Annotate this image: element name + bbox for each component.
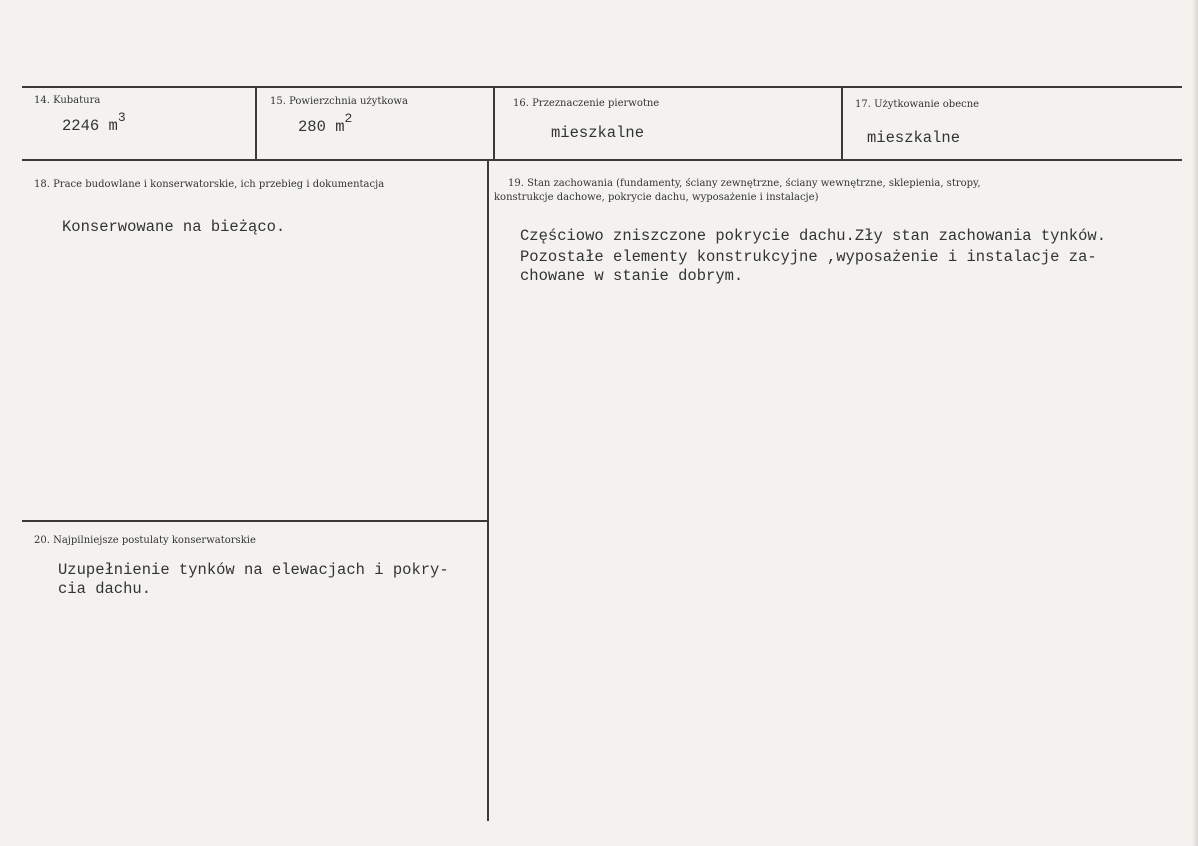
field-19-value-line1: Częściowo zniszczone pokrycie dachu.Zły stan zachowania tynków. (520, 227, 1106, 245)
field-19-value-line2: Pozostałe elementy konstrukcyjne ,wyposażenie i instalacje za- (520, 248, 1097, 266)
field-19-value-line3: chowane w stanie dobrym. (520, 267, 744, 285)
field-16-label: 16. Przeznaczenie pierwotne (513, 98, 660, 109)
field-17-value: mieszkalne (867, 129, 961, 147)
col-divider-1 (255, 86, 257, 160)
field-17-label: 17. Użytkowanie obecne (855, 99, 980, 110)
field-20-value-line2: cia dachu. (58, 580, 152, 598)
top-border (22, 86, 1182, 88)
col-divider-main (487, 159, 489, 821)
field-19-label-line2: konstrukcje dachowe, pokrycie dachu, wyposażenie i instalacje) (494, 192, 819, 203)
field-16-value: mieszkalne (551, 124, 645, 142)
field-15-label: 15. Powierzchnia użytkowa (270, 96, 408, 107)
section-divider (22, 520, 488, 522)
field-15-value-text: 280 m (298, 118, 345, 136)
field-14-unit-sup: 3 (117, 110, 126, 125)
field-20-value-line1: Uzupełnienie tynków na elewacjach i pokry- (58, 561, 449, 579)
col-divider-2 (493, 86, 495, 160)
row-divider (22, 159, 1182, 161)
field-20-label: 20. Najpilniejsze postulaty konserwatorskie (34, 535, 256, 546)
field-18-value: Konserwowane na bieżąco. (62, 218, 286, 236)
field-15-value (298, 111, 353, 137)
field-18-label: 18. Prace budowlane i konserwatorskie, ich przebieg i dokumentacja (34, 179, 385, 190)
scan-edge (1192, 0, 1198, 846)
field-14-label: 14. Kubatura (34, 95, 101, 106)
field-19-label-line1: 19. Stan zachowania (fundamenty, ściany zewnętrzne, ściany wewnętrzne, sklepienia, stropy, (508, 178, 981, 189)
field-14-value (62, 110, 126, 136)
field-14-value-text: 2246 m (62, 117, 118, 135)
field-15-unit-sup: 2 (344, 111, 353, 126)
col-divider-3 (841, 86, 843, 160)
